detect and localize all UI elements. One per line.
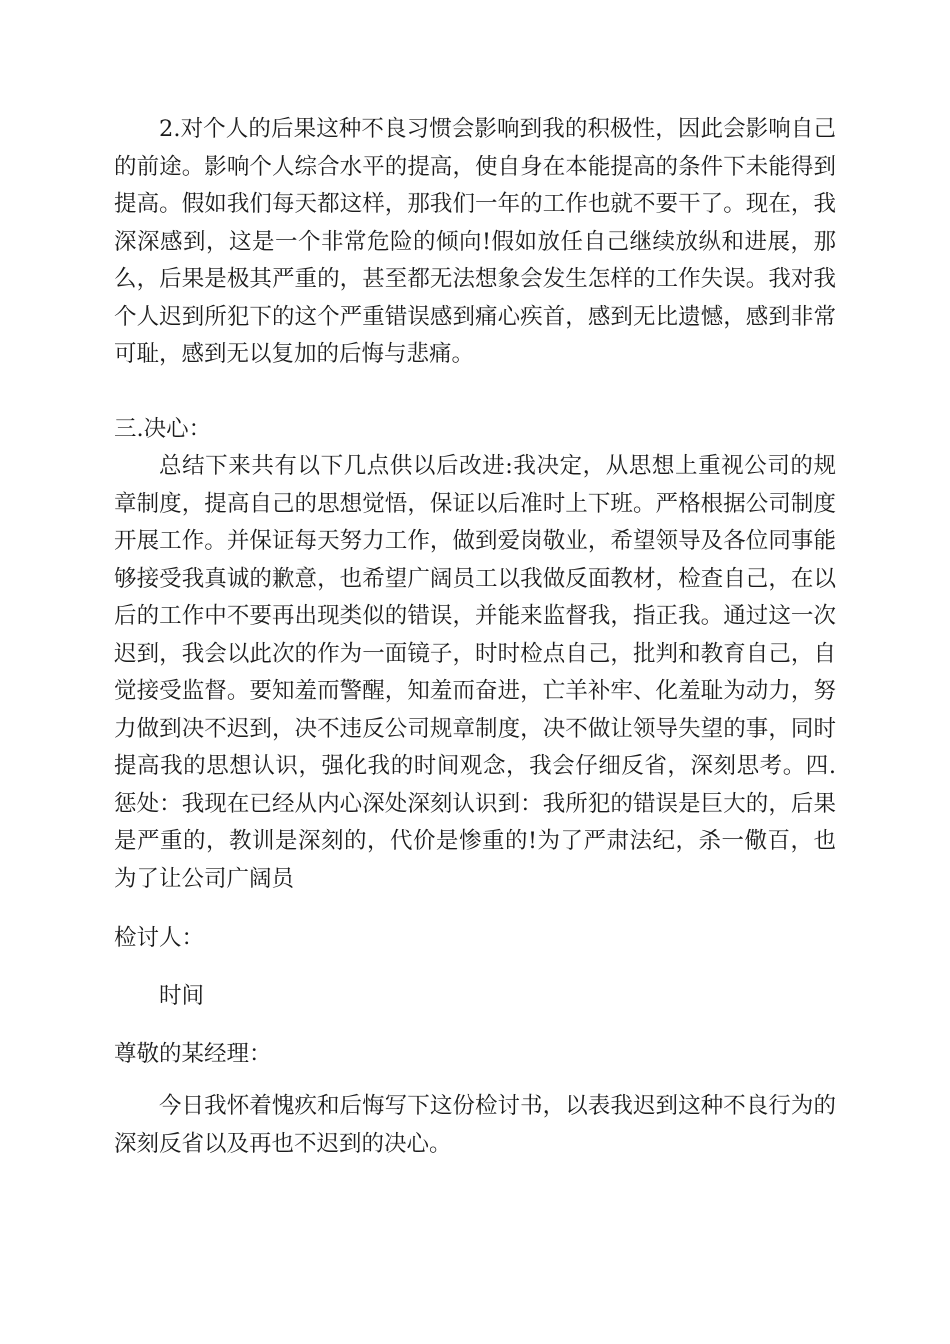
paragraph-resolution: 总结下来共有以下几点供以后改进:我决定，从思想上重视公司的规章制度，提高自己的思想觉悟，保证以后准时上下班。严格根据公司制度开展工作。并保证每天努力工作，做到爱岗敬业，希望领导及各位同事能够接受我真诚的歉意，也希望广阔员工以我做反面教材，检查自己，在以后的工作中不要再出现类似的错误，并能来监督我，指正我。通过这一次迟到，我会以此次的作为一面镜子，时时检点自己，批判和教育自己，自觉接受监督。要知羞而警醒，知羞而奋进，亡羊补牢、化羞耻为动力，努力做到决不迟到，决不违反公司规章制度，决不做让领导失望的事，同时提高我的思想认识，强化我的时间观念，我会仔细反省，深刻思考。四.惩处：我现在已经从内心深处深刻认识到：我所犯的错误是巨大的，后果是严重的，教训是深刻的，代价是惨重的!为了严肃法纪，杀一儆百，也为了让公司广阔员 bbox=[114, 453, 836, 892]
paragraph-opening: 今日我怀着愧疚和后悔写下这份检讨书，以表我迟到这种不良行为的深刻反省以及再也不迟到的决心。 bbox=[114, 1093, 836, 1157]
paragraph-consequences: 2.对个人的后果这种不良习惯会影响到我的积极性，因此会影响自己的前途。影响个人综合水平的提高，使自身在本能提高的条件下未能得到提高。假如我们每天都这样，那我们一年的工作也就不要干了。现在，我深深感到，这是一个非常危险的倾向!假如放任自己继续放纵和进展，那么，后果是极其严重的，甚至都无法想象会发生怎样的工作失误。我对我个人迟到所犯下的这个严重错误感到痛心疾首，感到无比遗憾，感到非常可耻，感到无以复加的后悔与悲痛。 bbox=[114, 116, 836, 367]
date-label: 时间 bbox=[159, 983, 205, 1009]
section-heading-resolution: 三.决心： bbox=[114, 416, 212, 442]
salutation: 尊敬的某经理： bbox=[114, 1041, 272, 1067]
signature-label: 检讨人： bbox=[114, 925, 205, 951]
